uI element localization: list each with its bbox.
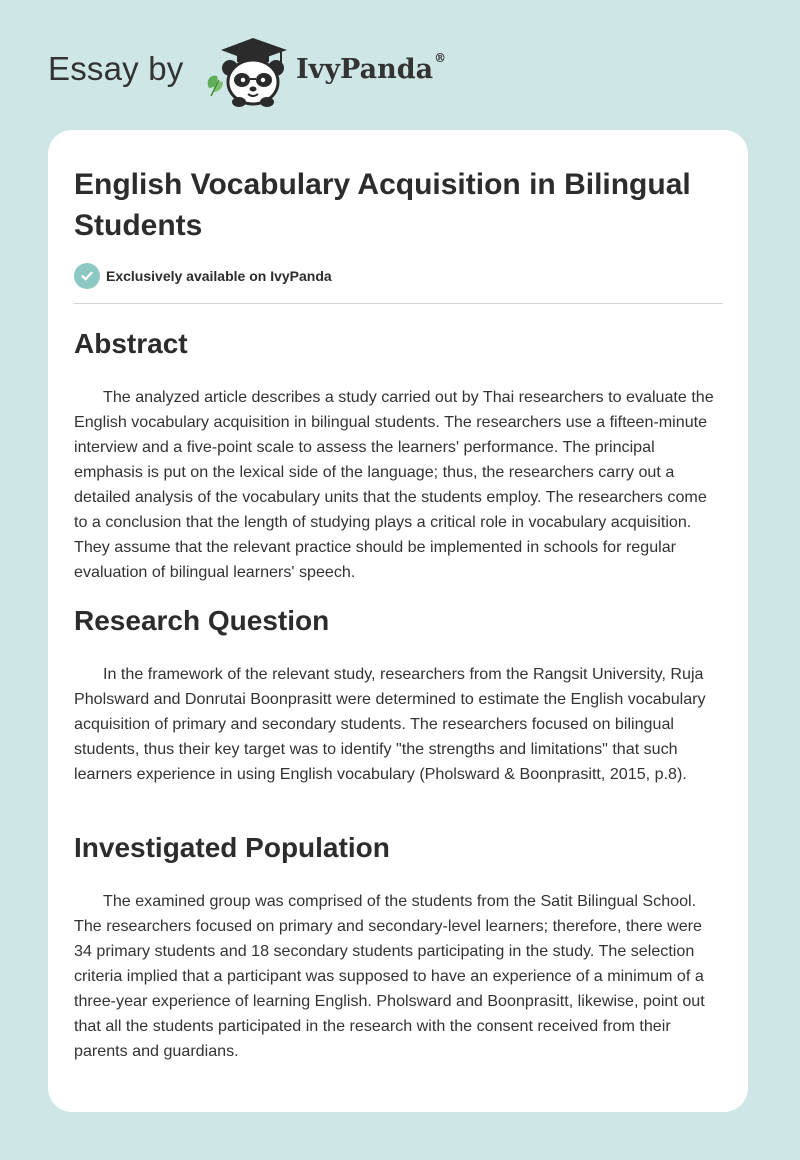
site-header	[48, 36, 548, 108]
section-heading: Abstract	[74, 328, 188, 359]
section-paragraph: The examined group was comprised of the students from the Satit Bilingual School. The researchers focused on primary and secondary-level learners; therefore, there were 34 primary students and 18 secondary students participating in the study. The selection criteria implied that a participant was supposed to have an experience of a minimum of a three-year experience of learning English. Pholsward and Boonprasitt, likewise, point out that all the students participated in the research with the consent received from their parents and guardians.	[74, 892, 705, 1060]
exclusive-badge-label: Exclusively available on IvyPanda	[106, 268, 332, 284]
section-paragraph: The analyzed article describes a study carried out by Thai researchers to evaluate the English vocabulary acquisition in bilingual students. The researchers use a fifteen-minute interview and a five-point scale to assess the learners' performance. The principal emphasis is put on the lexical side of the language; thus, the researchers carry out a detailed analysis of the vocabulary units that the students employ. The researchers come to a conclusion that the length of studying plays a critical role in vocabulary acquisition. They assume that the relevant practice should be implemented in schools for regular evaluation of bilingual learners' speech.	[74, 388, 714, 581]
section-paragraph: In the framework of the relevant study, researchers from the Rangsit University, Ruja Pholsward and Donrutai Boonprasitt were determined to estimate the English vocabulary acquisition of primary and secondary students. The researchers focused on bilingual students, thus their key target was to identify "the strengths and limitations" that such learners experience in using English vocabulary (Pholsward & Boonprasitt, 2015, p.8).	[74, 665, 706, 783]
essay-by-label: Essay by	[48, 50, 184, 87]
section-investigated-population	[74, 831, 724, 1064]
section-abstract	[74, 327, 724, 585]
title-divider	[74, 303, 723, 304]
check-icon	[74, 263, 100, 289]
brand-name-text: IvyPanda	[296, 54, 434, 85]
panda-logo-icon[interactable]	[203, 36, 293, 108]
section-heading: Research Question	[74, 605, 330, 636]
essay-title: English Vocabulary Acquisition in Bilingual Students	[74, 168, 691, 242]
section-research-question	[74, 604, 724, 787]
essay-card	[48, 130, 748, 1112]
exclusive-badge	[74, 263, 332, 289]
section-heading: Investigated Population	[74, 832, 390, 863]
registered-mark: ®	[434, 51, 447, 65]
brand-name[interactable]	[296, 51, 447, 85]
